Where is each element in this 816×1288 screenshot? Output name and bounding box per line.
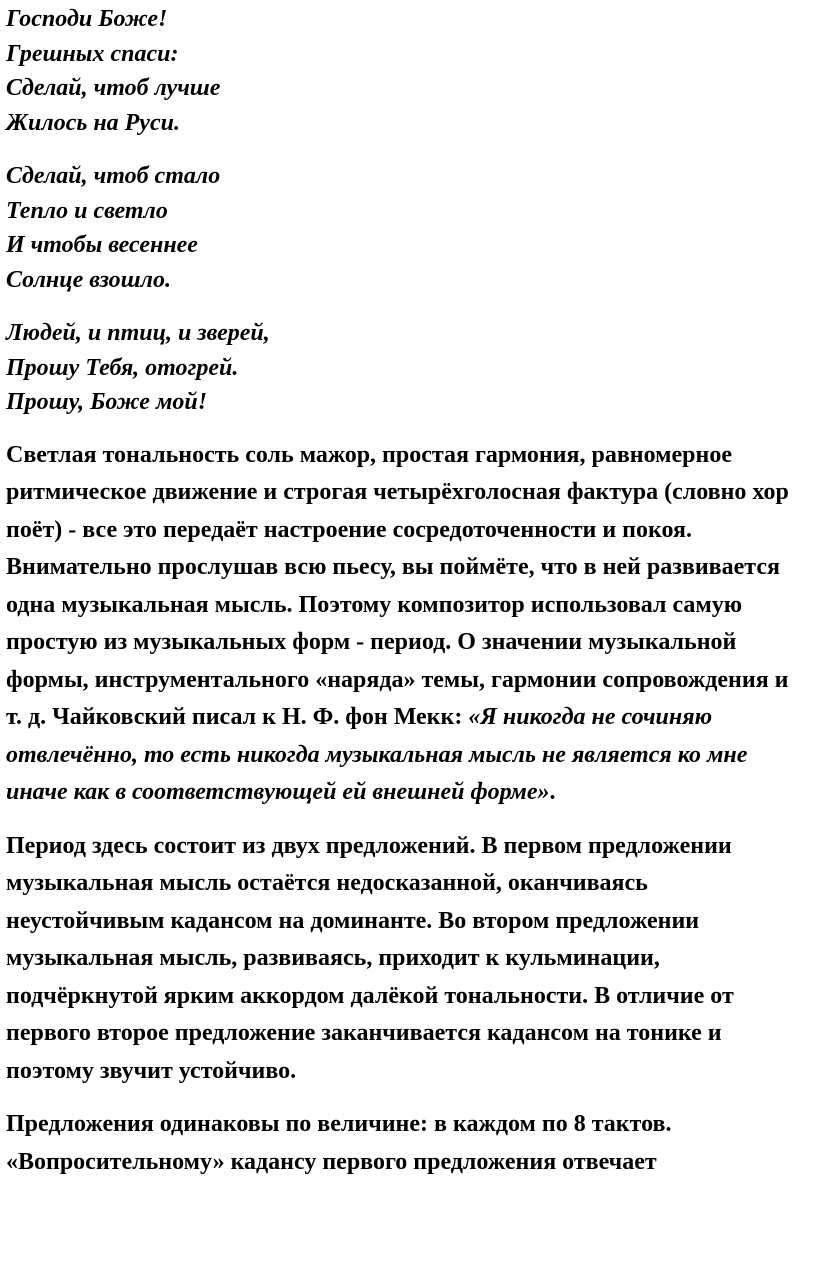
poem-line: Прошу, Боже мой! [6,389,208,415]
poem-line: Господи Боже! [6,6,168,32]
poem-line: Сделай, чтоб лучше [6,75,221,101]
poem-line: Солнце взошло. [6,266,171,293]
poem-line: Грешных спаси: [6,40,179,67]
paragraph-tonality [6,437,810,812]
poem-stanza-2 [6,159,810,297]
poem-line: Жилось на Руси. [6,109,180,136]
paragraph-end: . [549,779,556,805]
poem-stanza-1 [6,0,810,140]
paragraph-sentences: Предложения одинаковы по величине: в каждом по 8 тактов. «Вопросительному» кадансу первого предложения отвечает [6,1111,672,1175]
paragraph-text: Светлая тональность соль мажор, простая гармония, равномерное ритмическое движение и строгая четырёхголосная фактура (словно хор поёт) - все это передаёт настроение сосредоточенности и покоя. Внимательно прослушав всю пьесу, вы поймёте, что в ней развивается одна музыкальная мысль. Поэтому композитор использовал самую простую из музыкальных форм - период. О значении музыкальной формы, инструментального «наряда» темы, гармонии сопровождения и т. д. Чайковский писал к Н. Ф. фон Мекк: [6,441,789,730]
tchaikovsky-quote: «Я никогда не сочиняю отвлечённо, то есть никогда музыкальная мысль не является ко мне иначе как в соответствующей ей внешней форме» [6,704,748,805]
poem-line: Прошу Тебя, отогрей. [6,354,239,381]
poem-line: Людей, и птиц, и зверей, [6,320,270,346]
paragraph-period: Период здесь состоит из двух предложений. В первом предложении музыкальная мысль остаётся недосказанной, оканчиваясь неустойчивым кадансом на доминанте. Во втором предложении музыкальная мысль, развиваясь, приходит к кульминации, подчёркнутой ярким аккордом далёкой тональности. В отличие от первого второе предложение заканчивается кадансом на тонике и поэтому звучит устойчиво. [6,832,734,1084]
poem-stanza-3 [6,316,810,420]
poem-line: И чтобы весеннее [6,232,198,258]
poem-line: Сделай, чтоб стало [6,163,221,189]
poem-line: Тепло и светло [6,197,168,224]
